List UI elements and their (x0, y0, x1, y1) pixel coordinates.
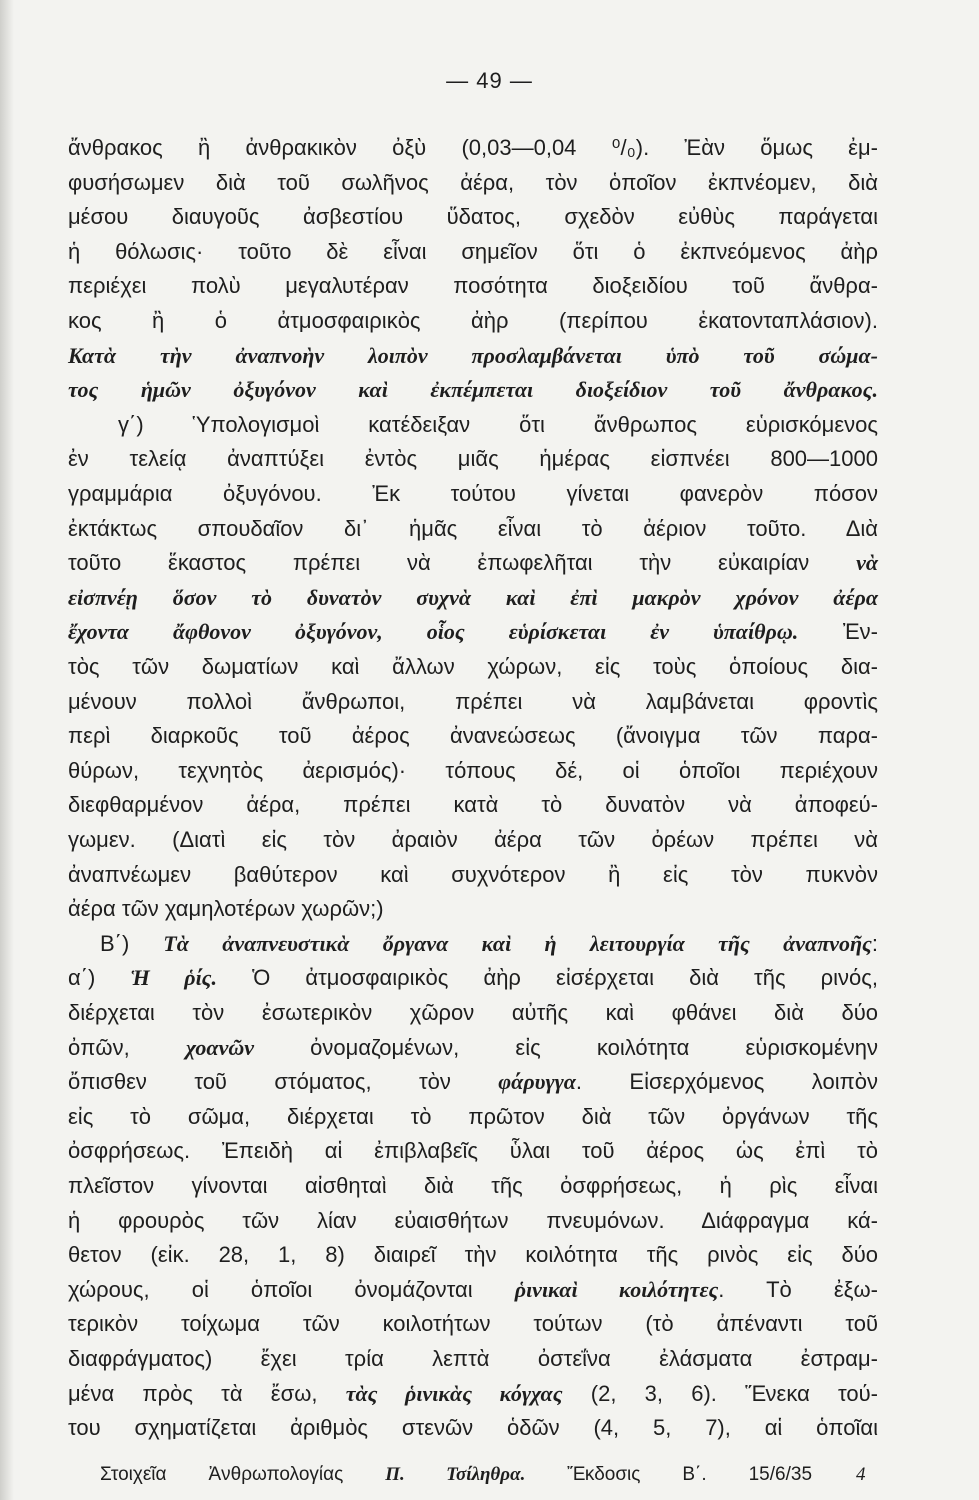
emphasized-text: ῥινικαὶ κοιλότητες (514, 1276, 719, 1302)
text-line (68, 131, 878, 165)
text-segment: γωμεν. (Διατὶ εἰς τὸν ἀραιὸν ἀέρα τῶν ὀρέων πρέπει νὰ (68, 827, 878, 852)
text-line (68, 1411, 878, 1445)
text-segment: μένα πρὸς τὰ ἔσω, (68, 1380, 346, 1406)
text-line (68, 477, 878, 511)
text-line (68, 1377, 878, 1411)
text-segment: τὸς τῶν δωματίων καὶ ἄλλων χώρων, εἰς τοὺς ὁποίους δια- (68, 654, 878, 679)
text-line (68, 892, 878, 926)
footer-signature-mark: 4 (856, 1464, 866, 1485)
emphasized-text: Τὰ ἀναπνευστικὰ ὄργανα καὶ ἡ λειτουργία τῆς ἀναπνοῆς (163, 930, 872, 956)
text-line (68, 581, 878, 615)
text-segment: (2, 3, 6). Ἕνεκα τού- (562, 1380, 878, 1406)
text-line (68, 546, 878, 580)
text-line (68, 719, 878, 753)
text-segment: διεφθαρμένον ἀέρα, πρέπει κατὰ τὸ δυνατὸν νὰ ἀποφεύ- (68, 792, 878, 818)
text-segment: ὄπισθεν τοῦ στόματος, τὸν (68, 1069, 499, 1095)
emphasized-text: ἔχοντα ἄφθονον ὀξυγόνον, οἷος εὑρίσκεται ἐν ὑπαίθρῳ. (68, 619, 799, 645)
text-segment: εἰς τὸ σῶμα, διέρχεται τὸ πρῶτον διὰ τῶν ὀργάνων τῆς (68, 1103, 878, 1129)
text-line (68, 373, 878, 407)
text-segment: θετον (εἰκ. 28, 1, 8) διαιρεῖ τὴν κοιλότητα τῆς ρινὸς εἰς δύο (68, 1242, 878, 1268)
text-line (68, 1134, 878, 1168)
text-segment: τερικὸν τοίχωμα τῶν κοιλοτήτων τούτων (τὸ ἀπέναντι τοῦ (68, 1311, 878, 1337)
text-line (68, 235, 878, 269)
text-line (68, 512, 878, 546)
text-line (68, 961, 878, 995)
footer-edition: Ἔκδοσις Β΄. 15/6/35 (567, 1464, 813, 1485)
text-line (68, 650, 878, 684)
text-line (68, 1204, 878, 1238)
text-segment: ὀνομαζομένων, εἰς κοιλότητα εὑρισκομένην (254, 1034, 878, 1060)
text-line (68, 269, 878, 303)
text-line (68, 823, 878, 857)
text-segment: Ἐν- (798, 619, 878, 645)
page-footer (100, 1460, 812, 1490)
emphasized-text: εἰσπνέῃ ὅσον τὸ δυνατὸν συχνὰ καὶ ἐπὶ μακρὸν χρόνον ἀέρα (68, 584, 878, 610)
text-line (68, 166, 878, 200)
text-line (68, 685, 878, 719)
text-segment: κος ἢ ὁ ἀτμοσφαιρικὸς ἀὴρ (περίπου ἑκατονταπλάσιον). (68, 308, 878, 333)
text-line (68, 615, 878, 649)
text-line (68, 1342, 878, 1376)
text-segment: διέρχεται τὸν ἐσωτερικὸν χῶρον αὐτῆς καὶ φθάνει διὰ δύο (68, 1000, 878, 1025)
text-segment: Β΄) (100, 930, 164, 956)
text-segment: μέσου διαυγοῦς ἀσβεστίου ὕδατος, σχεδὸν εὐθὺς παράγεται (68, 204, 878, 230)
emphasized-text: τος ἡμῶν ὀξυγόνον καὶ ἐκπέμπεται διοξείδιον τοῦ ἄνθρακος. (68, 377, 878, 403)
text-segment: ἀναπνέωμεν βαθύτερον καὶ συχνότερον ἢ εἰς τὸν πυκνὸν (68, 861, 878, 887)
text-line (68, 1169, 878, 1203)
text-segment: πλεῖστον γίνονται αἰσθηταὶ διὰ τῆς ὀσφρήσεως, ἡ ρὶς εἶναι (68, 1173, 878, 1198)
emphasized-text: Κατὰ τὴν ἀναπνοὴν λοιπὸν προσλαμβάνεται ὑπὸ τοῦ σώμα- (68, 342, 878, 368)
page-number: — 49 — (446, 68, 533, 93)
text-segment: . Τὸ ἐξω- (718, 1276, 878, 1302)
text-line (68, 1307, 878, 1341)
text-segment: γραμμάρια ὀξυγόνου. Ἐκ τούτου γίνεται φανερὸν πόσον (68, 481, 878, 506)
text-segment: μένουν πολλοὶ ἄνθρωποι, πρέπει νὰ λαμβάνεται φροντὶς (68, 688, 878, 714)
text-segment: θύρων, τεχνητὸς ἀερισμός)· τόπους δέ, οἱ ὁποῖοι περιέχουν (68, 757, 878, 783)
text-segment: ἄνθρακος ἢ ἀνθρακικὸν ὀξὺ (0,03—0,04 ⁰/₀). Ἐὰν ὅμως ἐμ- (68, 135, 878, 160)
text-segment: περὶ διαρκοῦς τοῦ ἀέρος ἀνανεώσεως (ἄνοιγμα τῶν παρα- (68, 723, 878, 749)
emphasized-text: τὰς ῥινικὰς κόγχας (345, 1380, 563, 1406)
text-segment: : (871, 930, 878, 956)
text-segment: γ΄) Ὑπολογισμοὶ κατέδειξαν ὅτι ἄνθρωπος εὑρισκόμενος (118, 411, 878, 437)
text-line (68, 754, 878, 788)
text-segment: . Εἰσερχόμενος λοιπὸν (575, 1069, 878, 1095)
footer-author: Π. Τσίληθρα. (385, 1464, 526, 1485)
text-line (118, 408, 878, 442)
text-segment: ἐκτάκτως σπουδαῖον δι᾽ ἡμᾶς εἶναι τὸ ἀέριον τοῦτο. Διὰ (68, 515, 878, 541)
text-line (68, 1238, 878, 1272)
text-line (68, 1100, 878, 1134)
footer-book-title: Στοιχεῖα Ἀνθρωπολογίας (100, 1464, 344, 1485)
text-line (68, 1031, 878, 1065)
text-segment: α΄) (68, 965, 131, 991)
emphasized-text: χοανῶν (185, 1034, 255, 1060)
text-segment: χώρους, οἱ ὁποῖοι ὀνομάζονται (68, 1276, 515, 1302)
text-segment: ἡ θόλωσις· τοῦτο δὲ εἶναι σημεῖον ὅτι ὁ ἐκπνεόμενος ἀὴρ (68, 238, 878, 264)
emphasized-text: Ἡ ῥίς. (130, 965, 217, 991)
text-line (68, 1273, 878, 1307)
text-line (68, 858, 878, 892)
text-segment: περιέχει πολὺ μεγαλυτέραν ποσότητα διοξειδίου τοῦ ἄνθρα- (68, 273, 878, 299)
text-line (100, 927, 878, 961)
text-segment: τοῦτο ἕκαστος πρέπει νὰ ἐπωφελῆται τὴν εὐκαιρίαν (68, 550, 857, 576)
text-line (68, 442, 878, 476)
text-segment: φυσήσωμεν διὰ τοῦ σωλῆνος ἀέρα, τὸν ὁποῖον ἐκπνέομεν, διὰ (68, 169, 878, 195)
emphasized-text: φάρυγγα (498, 1069, 576, 1095)
text-segment: ἀέρα τῶν χαμηλοτέρων χωρῶν;) (68, 896, 384, 922)
text-segment: ὀπῶν, (68, 1034, 186, 1060)
text-line (68, 339, 878, 373)
text-line (68, 304, 878, 338)
emphasized-text: νὰ (856, 550, 878, 576)
text-segment: ὀσφρήσεως. Ἐπειδὴ αἱ ἐπιβλαβεῖς ὗλαι τοῦ ἀέρος ὡς ἐπὶ τὸ (68, 1138, 878, 1164)
text-line (68, 788, 878, 822)
text-segment: Ὁ ἀτμοσφαιρικὸς ἀὴρ εἰσέρχεται διὰ τῆς ρινός, (216, 965, 879, 991)
text-line (68, 996, 878, 1030)
text-line (68, 200, 878, 234)
text-segment: του σχηματίζεται ἀριθμὸς στενῶν ὁδῶν (4, 5, 7), αἱ ὁποῖαι (68, 1415, 878, 1441)
text-segment: διαφράγματος) ἔχει τρία λεπτὰ ὀστεΐνα ἐλάσματα ἐστραμ- (68, 1346, 878, 1371)
text-segment: ἡ φρουρὸς τῶν λίαν εὐαισθήτων πνευμόνων. Διάφραγμα κά- (68, 1207, 878, 1233)
text-segment: ἐν τελείᾳ ἀναπτύξει ἐντὸς μιᾶς ἡμέρας εἰσπνέει 800—1000 (68, 446, 878, 472)
text-line (68, 1065, 878, 1099)
